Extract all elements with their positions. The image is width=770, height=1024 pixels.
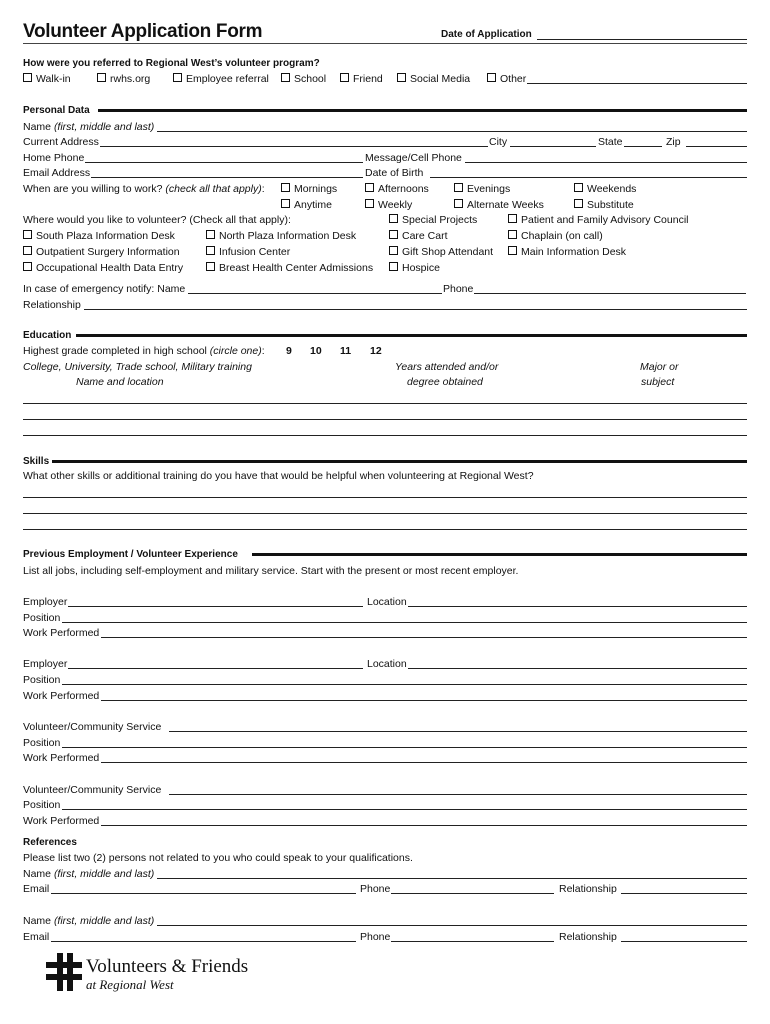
location-label-1: Location [367, 596, 407, 608]
option-label: rwhs.org [110, 73, 151, 85]
checkbox-icon [389, 246, 398, 255]
option-label: Main Information Desk [521, 246, 627, 258]
checkbox-icon [23, 230, 32, 239]
checkbox-alternate-weeks[interactable] [454, 199, 544, 211]
when-label-text: When are you willing to work? [23, 183, 166, 195]
checkbox-employee-referral[interactable] [173, 73, 269, 85]
state-label: State [598, 136, 623, 148]
education-line-3[interactable] [23, 435, 747, 436]
ref2-phone-label: Phone [360, 931, 391, 943]
name-label [23, 121, 154, 133]
position-label-2: Position [23, 674, 61, 686]
grade-label-text: Highest grade completed in high school [23, 345, 210, 357]
emergency-relationship-field[interactable] [84, 309, 747, 310]
when-label [23, 183, 265, 195]
education-rule [76, 334, 747, 337]
checkbox-social-media[interactable] [397, 73, 470, 85]
emergency-label: In case of emergency notify: Name [23, 283, 186, 295]
ref2-relationship-label: Relationship [559, 931, 617, 943]
checkbox-north-plaza[interactable] [206, 230, 356, 242]
option-label: Chaplain (on call) [521, 230, 603, 242]
ref1-email-label: Email [23, 883, 50, 895]
checkbox-outpatient-surgery[interactable] [23, 246, 180, 258]
community-label-1: Volunteer/Community Service [23, 721, 162, 733]
address-field[interactable] [100, 146, 488, 147]
option-label: Friend [353, 73, 383, 85]
major-label: Major or [640, 361, 679, 373]
logo-line-1: Volunteers & Friends [86, 956, 249, 977]
checkbox-icon [206, 246, 215, 255]
checkbox-icon [340, 73, 349, 82]
skills-line-3[interactable] [23, 529, 747, 530]
option-label: Afternoons [378, 183, 429, 195]
form-title: Volunteer Application Form [23, 21, 263, 42]
position-field-2[interactable] [62, 684, 747, 685]
checkbox-breast-health[interactable] [206, 262, 373, 274]
location-field-1[interactable] [408, 606, 747, 607]
ref1-name-label [23, 868, 154, 880]
grade-label [23, 345, 265, 357]
option-label: Alternate Weeks [467, 199, 544, 211]
subject-label: subject [641, 376, 675, 388]
option-label: Substitute [587, 199, 634, 211]
references-instructions: Please list two (2) persons not related to you who could speak to your qualifications. [23, 852, 413, 864]
checkbox-care-cart[interactable] [389, 230, 448, 242]
ref1-email-field[interactable] [51, 893, 356, 894]
ref2-email-label: Email [23, 931, 50, 943]
checkbox-main-info-desk[interactable] [508, 246, 626, 258]
other-referral-field[interactable] [527, 83, 747, 84]
date-of-application-label: Date of Application [441, 29, 532, 40]
checkbox-icon [173, 73, 182, 82]
checkbox-hospice[interactable] [389, 262, 440, 274]
employer-field-1[interactable] [68, 606, 363, 607]
community-label-2: Volunteer/Community Service [23, 784, 162, 796]
work-label-1: Work Performed [23, 627, 100, 639]
checkbox-icon [454, 183, 463, 192]
checkbox-icon [206, 230, 215, 239]
checkbox-icon [389, 262, 398, 271]
name-hint: (first, middle and last) [53, 121, 155, 133]
checkbox-patient-family-council[interactable] [508, 214, 689, 226]
checkbox-school[interactable] [281, 73, 326, 85]
ref1-phone-field[interactable] [391, 893, 554, 894]
checkbox-icon [23, 262, 32, 271]
employment-heading: Previous Employment / Volunteer Experience [23, 549, 238, 560]
option-label: Outpatient Surgery Information [36, 246, 180, 258]
emergency-phone-field[interactable] [474, 293, 746, 294]
checkbox-afternoons[interactable] [365, 183, 429, 195]
email-field[interactable] [91, 177, 363, 178]
checkbox-anytime[interactable] [281, 199, 332, 211]
header-divider [23, 43, 747, 44]
zip-field[interactable] [686, 146, 747, 147]
ref2-phone-field[interactable] [391, 941, 554, 942]
employment-instructions: List all jobs, including self-employment and military service. Start with the present or most recent employer. [23, 565, 519, 577]
position-field-1[interactable] [62, 622, 747, 623]
option-label: Special Projects [402, 214, 478, 226]
ref2-name-hint: (first, middle and last) [53, 915, 155, 927]
checkbox-gift-shop[interactable] [389, 246, 493, 258]
logo-mark-icon [44, 953, 84, 991]
name-location-label: Name and location [76, 376, 164, 388]
skills-line-1[interactable] [23, 497, 747, 498]
checkbox-friend[interactable] [340, 73, 383, 85]
work-field-3[interactable] [101, 762, 747, 763]
ref1-relationship-field[interactable] [621, 893, 747, 894]
skills-line-2[interactable] [23, 513, 747, 514]
home-phone-field[interactable] [85, 162, 363, 163]
work-field-4[interactable] [101, 825, 747, 826]
checkbox-special-projects[interactable] [389, 214, 477, 226]
references-heading: References [23, 837, 77, 848]
ref2-relationship-field[interactable] [621, 941, 747, 942]
work-field-1[interactable] [101, 637, 747, 638]
grade-colon: : [261, 345, 265, 357]
checkbox-rwhs[interactable] [97, 73, 150, 85]
employer-label-2: Employer [23, 658, 68, 670]
cell-phone-field[interactable] [465, 162, 747, 163]
option-label: Gift Shop Attendant [402, 246, 494, 258]
dob-label: Date of Birth [365, 167, 424, 179]
education-line-2[interactable] [23, 419, 747, 420]
checkbox-icon [508, 230, 517, 239]
community-field-1[interactable] [169, 731, 747, 732]
option-label: School [294, 73, 327, 85]
city-field[interactable] [510, 146, 596, 147]
checkbox-icon [206, 262, 215, 271]
checkbox-infusion-center[interactable] [206, 246, 290, 258]
ref1-name-hint: (first, middle and last) [53, 868, 155, 880]
option-label: Employee referral [186, 73, 269, 85]
option-label: Weekends [587, 183, 637, 195]
checkbox-icon [454, 199, 463, 208]
personal-data-heading: Personal Data [23, 105, 90, 116]
grade-option-9[interactable]: 9 [286, 345, 292, 357]
option-label: Social Media [410, 73, 471, 85]
when-hint: (check all that apply) [165, 183, 262, 195]
checkbox-icon [23, 73, 32, 82]
work-label-2: Work Performed [23, 690, 100, 702]
grade-option-11[interactable]: 11 [340, 345, 352, 357]
ref2-name-label [23, 915, 154, 927]
when-colon: : [261, 183, 265, 195]
emergency-phone-label: Phone [443, 283, 474, 295]
option-label: Weekly [378, 199, 413, 211]
checkbox-weekly[interactable] [365, 199, 412, 211]
option-label: Mornings [294, 183, 338, 195]
state-field[interactable] [624, 146, 662, 147]
checkbox-evenings[interactable] [454, 183, 510, 195]
referral-question: How were you referred to Regional West’s volunteer program? [23, 58, 320, 69]
checkbox-walk-in[interactable] [23, 73, 71, 85]
option-label: Anytime [294, 199, 332, 211]
grade-option-12[interactable]: 12 [370, 345, 382, 357]
option-label: Infusion Center [219, 246, 291, 258]
option-label: Walk-in [36, 73, 71, 85]
location-field-2[interactable] [408, 668, 747, 669]
work-field-2[interactable] [101, 700, 747, 701]
checkbox-mornings[interactable] [281, 183, 337, 195]
position-label-1: Position [23, 612, 61, 624]
checkbox-icon [574, 199, 583, 208]
dob-field[interactable] [430, 177, 747, 178]
college-label: College, University, Trade school, Military training [23, 361, 252, 373]
checkbox-icon [365, 199, 374, 208]
education-heading: Education [23, 330, 72, 341]
checkbox-substitute[interactable] [574, 199, 634, 211]
ref2-name-text: Name [23, 915, 54, 927]
zip-label: Zip [666, 136, 681, 148]
position-field-3[interactable] [62, 747, 747, 748]
checkbox-icon [389, 230, 398, 239]
position-field-4[interactable] [62, 809, 747, 810]
name-label-text: Name [23, 121, 54, 133]
grade-option-10[interactable]: 10 [310, 345, 322, 357]
employment-rule [252, 553, 747, 556]
option-label: Occupational Health Data Entry [36, 262, 184, 274]
checkbox-icon [397, 73, 406, 82]
employer-label-1: Employer [23, 596, 68, 608]
checkbox-occupational-health[interactable] [23, 262, 183, 274]
grade-hint: (circle one) [209, 345, 262, 357]
employer-field-2[interactable] [68, 668, 363, 669]
education-line-1[interactable] [23, 403, 747, 404]
checkbox-icon [365, 183, 374, 192]
position-label-3: Position [23, 737, 61, 749]
checkbox-icon [281, 199, 290, 208]
name-field[interactable] [157, 131, 747, 132]
years-attended-label: Years attended and/or [395, 361, 499, 373]
address-label: Current Address [23, 136, 99, 148]
option-label: Patient and Family Advisory Council [521, 214, 689, 226]
logo-line-2: at Regional West [86, 977, 174, 992]
ref1-relationship-label: Relationship [559, 883, 617, 895]
option-label: Other [500, 73, 527, 85]
emergency-relationship-label: Relationship [23, 299, 81, 311]
work-label-4: Work Performed [23, 815, 100, 827]
degree-obtained-label: degree obtained [407, 376, 483, 388]
option-label: Care Cart [402, 230, 448, 242]
emergency-name-field[interactable] [188, 293, 442, 294]
ref1-name-field[interactable] [157, 878, 747, 879]
email-label: Email Address [23, 167, 91, 179]
checkbox-chaplain[interactable] [508, 230, 603, 242]
option-label: Breast Health Center Admissions [219, 262, 374, 274]
home-phone-label: Home Phone [23, 152, 85, 164]
ref2-email-field[interactable] [51, 941, 356, 942]
skills-rule [52, 460, 747, 463]
checkbox-icon [97, 73, 106, 82]
work-label-3: Work Performed [23, 752, 100, 764]
location-label-2: Location [367, 658, 407, 670]
date-of-application-field[interactable] [537, 39, 747, 40]
checkbox-icon [389, 214, 398, 223]
option-label: Hospice [402, 262, 440, 274]
checkbox-icon [487, 73, 496, 82]
checkbox-other[interactable] [487, 73, 526, 85]
checkbox-icon [281, 73, 290, 82]
checkbox-south-plaza[interactable] [23, 230, 175, 242]
checkbox-icon [508, 246, 517, 255]
checkbox-icon [281, 183, 290, 192]
option-label: North Plaza Information Desk [219, 230, 357, 242]
personal-data-rule [98, 109, 747, 112]
community-field-2[interactable] [169, 794, 747, 795]
ref1-name-text: Name [23, 868, 54, 880]
city-label: City [489, 136, 508, 148]
ref2-name-field[interactable] [157, 925, 747, 926]
ref1-phone-label: Phone [360, 883, 391, 895]
checkbox-icon [574, 183, 583, 192]
skills-question: What other skills or additional training do you have that would be helpful when volunteering at Regional West? [23, 470, 534, 482]
checkbox-icon [23, 246, 32, 255]
option-label: Evenings [467, 183, 511, 195]
position-label-4: Position [23, 799, 61, 811]
where-label: Where would you like to volunteer? (Check all that apply): [23, 214, 291, 226]
checkbox-weekends[interactable] [574, 183, 636, 195]
skills-heading: Skills [23, 456, 50, 467]
cell-phone-label: Message/Cell Phone [365, 152, 462, 164]
checkbox-icon [508, 214, 517, 223]
option-label: South Plaza Information Desk [36, 230, 175, 242]
